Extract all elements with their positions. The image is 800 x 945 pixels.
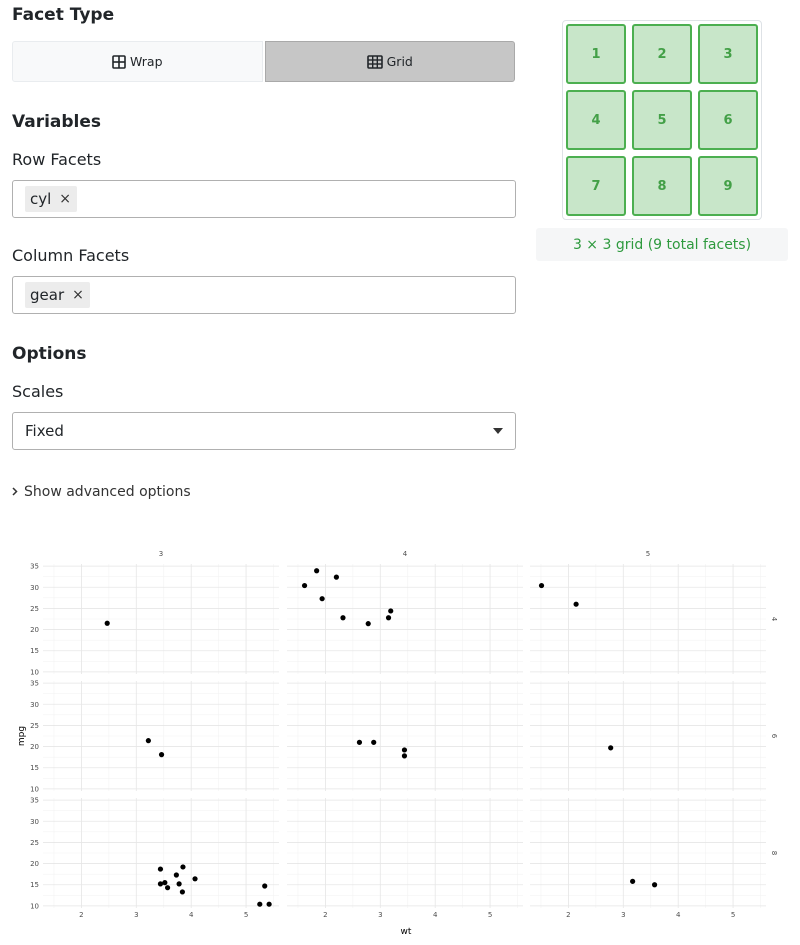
x-tick-label: 5 bbox=[487, 911, 493, 919]
row-facets-input[interactable] bbox=[12, 180, 516, 218]
column-facets-input[interactable] bbox=[12, 276, 516, 314]
chip-label: gear bbox=[30, 286, 65, 304]
data-point bbox=[192, 876, 197, 881]
data-point bbox=[402, 747, 407, 752]
row-strip-label: 6 bbox=[770, 733, 778, 739]
x-tick-label: 3 bbox=[134, 911, 139, 919]
y-axis-title: mpg bbox=[17, 725, 27, 747]
y-tick-label: 15 bbox=[30, 764, 39, 773]
y-tick-label: 20 bbox=[30, 743, 39, 752]
data-point bbox=[334, 575, 339, 580]
grid-button-label: Grid bbox=[386, 54, 413, 69]
column-facets-label: Column Facets bbox=[12, 246, 130, 265]
row-strip-label: 4 bbox=[770, 616, 778, 622]
preview-cell: 7 bbox=[566, 156, 626, 216]
x-tick-label: 4 bbox=[675, 911, 681, 919]
x-tick-label: 3 bbox=[621, 911, 626, 919]
data-point bbox=[165, 885, 170, 890]
data-point bbox=[105, 621, 110, 626]
x-tick-label: 3 bbox=[378, 911, 383, 919]
data-point bbox=[177, 881, 182, 886]
chevron-right-icon bbox=[12, 484, 18, 500]
data-point bbox=[630, 879, 635, 884]
grid-button[interactable] bbox=[265, 41, 516, 82]
data-point bbox=[371, 740, 376, 745]
advanced-options-label: Show advanced options bbox=[24, 484, 191, 500]
data-point bbox=[159, 752, 164, 757]
scales-select[interactable] bbox=[12, 412, 516, 450]
data-point bbox=[539, 583, 544, 588]
preview-cell: 3 bbox=[698, 24, 758, 84]
variables-title: Variables bbox=[12, 112, 102, 132]
chip-label: cyl bbox=[30, 190, 52, 208]
column-strip-label: 3 bbox=[158, 550, 164, 558]
y-tick-label: 30 bbox=[30, 700, 39, 709]
data-point bbox=[158, 866, 163, 871]
facet-plot bbox=[0, 540, 800, 941]
grid-2x2-icon bbox=[112, 55, 126, 69]
y-tick-label: 20 bbox=[30, 626, 39, 635]
data-point bbox=[146, 738, 151, 743]
x-tick-label: 2 bbox=[79, 911, 84, 919]
scales-label: Scales bbox=[12, 382, 64, 401]
column-strip-label: 5 bbox=[645, 550, 651, 558]
preview-cell: 6 bbox=[698, 90, 758, 150]
data-point bbox=[262, 883, 267, 888]
row-strip-label: 8 bbox=[770, 850, 778, 856]
preview-cell: 4 bbox=[566, 90, 626, 150]
data-point bbox=[174, 872, 179, 877]
options-title: Options bbox=[12, 344, 87, 364]
row-facet-chip bbox=[25, 186, 77, 212]
row-facets-label: Row Facets bbox=[12, 150, 102, 169]
column-facet-chip bbox=[25, 282, 90, 308]
data-point bbox=[302, 583, 307, 588]
data-point bbox=[320, 596, 325, 601]
data-point bbox=[388, 608, 393, 613]
data-point bbox=[340, 615, 345, 620]
data-point bbox=[314, 568, 319, 573]
remove-chip-icon[interactable]: × bbox=[72, 287, 84, 303]
preview-cell: 8 bbox=[632, 156, 692, 216]
caret-down-icon bbox=[493, 428, 503, 434]
y-tick-label: 15 bbox=[30, 881, 39, 890]
y-tick-label: 30 bbox=[30, 583, 39, 592]
facet-plot-svg bbox=[0, 540, 800, 941]
y-tick-label: 10 bbox=[30, 902, 39, 911]
x-tick-label: 5 bbox=[730, 911, 736, 919]
x-tick-label: 4 bbox=[188, 911, 194, 919]
data-point bbox=[652, 882, 657, 887]
x-tick-label: 2 bbox=[566, 911, 571, 919]
data-point bbox=[180, 889, 185, 894]
y-tick-label: 35 bbox=[30, 562, 39, 571]
wrap-button[interactable] bbox=[12, 41, 263, 82]
y-tick-label: 25 bbox=[30, 721, 39, 730]
preview-cell: 5 bbox=[632, 90, 692, 150]
y-tick-label: 30 bbox=[30, 817, 39, 826]
data-point bbox=[158, 881, 163, 886]
data-point bbox=[386, 615, 391, 620]
x-axis-title: wt bbox=[400, 927, 412, 937]
x-tick-label: 4 bbox=[432, 911, 438, 919]
x-tick-label: 5 bbox=[243, 911, 249, 919]
data-point bbox=[267, 902, 272, 907]
preview-cell: 9 bbox=[698, 156, 758, 216]
preview-cell: 1 bbox=[566, 24, 626, 84]
data-point bbox=[357, 740, 362, 745]
data-point bbox=[257, 902, 262, 907]
grid-caption: 3 × 3 grid (9 total facets) bbox=[536, 228, 788, 261]
data-point bbox=[366, 621, 371, 626]
preview-cell: 2 bbox=[632, 24, 692, 84]
grid-3x3-icon bbox=[367, 55, 383, 69]
advanced-options-toggle[interactable] bbox=[12, 484, 191, 500]
scales-value: Fixed bbox=[25, 422, 64, 440]
facet-type-toggle bbox=[12, 41, 515, 82]
y-tick-label: 35 bbox=[30, 679, 39, 688]
y-tick-label: 10 bbox=[30, 785, 39, 794]
y-tick-label: 10 bbox=[30, 668, 39, 677]
y-tick-label: 15 bbox=[30, 647, 39, 656]
data-point bbox=[162, 880, 167, 885]
x-tick-label: 2 bbox=[323, 911, 328, 919]
y-tick-label: 25 bbox=[30, 838, 39, 847]
wrap-button-label: Wrap bbox=[129, 54, 163, 69]
data-point bbox=[402, 753, 407, 758]
facet-grid-preview bbox=[562, 20, 762, 220]
data-point bbox=[180, 864, 185, 869]
y-tick-label: 35 bbox=[30, 796, 39, 805]
remove-chip-icon[interactable]: × bbox=[59, 191, 72, 207]
data-point bbox=[574, 602, 579, 607]
y-tick-label: 20 bbox=[30, 860, 39, 869]
column-strip-label: 4 bbox=[402, 550, 408, 558]
data-point bbox=[608, 745, 613, 750]
y-tick-label: 25 bbox=[30, 604, 39, 613]
facet-type-title: Facet Type bbox=[12, 5, 115, 25]
